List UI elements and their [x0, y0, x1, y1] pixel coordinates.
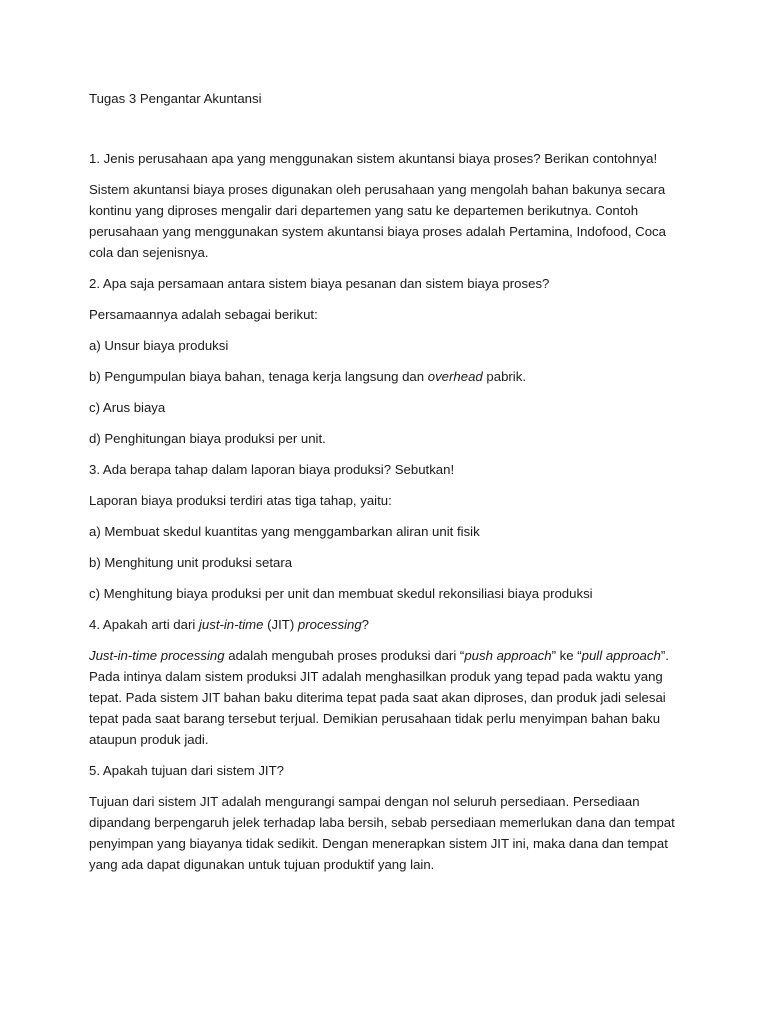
question-2: 2. Apa saja persamaan antara sistem biaya pesanan dan sistem biaya proses?	[89, 276, 550, 291]
answer-4-text-2: ” ke “	[551, 648, 582, 663]
question-4	[89, 614, 689, 635]
answer-4-text-3: ”. Pada intinya dalam sistem produksi JIT adalah menghasilkan produk yang tepad pada waktu yang tepat. Pada sistem JIT bahan baku diterima tepat pada saat akan diproses, dan produk jadi selesai tepat pada saat barang tersebut terjual. Demikian perusahaan tidak perlu menyimpan bahan baku ataupun produk jadi.	[89, 648, 669, 747]
answer-2-item-c: c) Arus biaya	[89, 400, 166, 415]
answer-5: Tujuan dari sistem JIT adalah mengurangi sampai dengan nol seluruh persediaan. Persediaan dipandang berpengaruh jelek terhadap laba bersih, sebab persediaan memerlukan dana dan tempat penyimpan yang biayanya tidak sedikit. Dengan menerapkan sistem JIT ini, maka dana dan tempat yang ada dapat digunakan untuk tujuan produktif yang lain.	[89, 794, 675, 872]
document-body	[89, 88, 689, 885]
answer-1: Sistem akuntansi biaya proses digunakan oleh perusahaan yang mengolah bahan bakunya secara kontinu yang diproses mengalir dari departemen yang satu ke departemen berikutnya. Contoh perusahaan yang menggunakan system akuntansi biaya proses adalah Pertamina, Indofood, Coca cola dan sejenisnya.	[89, 182, 666, 260]
document-title: Tugas 3 Pengantar Akuntansi	[89, 91, 262, 106]
answer-3-item-c: c) Menghitung biaya produksi per unit dan membuat skedul rekonsiliasi biaya produksi	[89, 586, 593, 601]
answer-2-item-b-italic: overhead	[427, 369, 483, 384]
answer-4-italic-1: Just-in-time processing	[89, 648, 225, 663]
question-5: 5. Apakah tujuan dari sistem JIT?	[89, 763, 284, 778]
question-1: 1. Jenis perusahaan apa yang menggunakan sistem akuntansi biaya proses? Berikan contohnya!	[89, 151, 658, 166]
answer-3-intro: Laporan biaya produksi terdiri atas tiga tahap, yaitu:	[89, 493, 392, 508]
answer-4-italic-2: push approach	[464, 648, 552, 663]
question-4-mid: (JIT)	[263, 617, 298, 632]
answer-4-text-1: adalah mengubah proses produksi dari “	[224, 648, 465, 663]
answer-2-item-a: a) Unsur biaya produksi	[89, 338, 229, 353]
question-3: 3. Ada berapa tahap dalam laporan biaya produksi? Sebutkan!	[89, 462, 455, 477]
question-4-italic-1: just-in-time	[198, 617, 264, 632]
answer-2-intro: Persamaannya adalah sebagai berikut:	[89, 307, 318, 322]
answer-3-item-b: b) Menghitung unit produksi setara	[89, 555, 293, 570]
question-4-italic-2: processing	[297, 617, 362, 632]
answer-2-item-b-tail: pabrik.	[482, 369, 526, 384]
answer-4-italic-3: pull approach	[581, 648, 661, 663]
answer-3-item-a: a) Membuat skedul kuantitas yang menggambarkan aliran unit fisik	[89, 524, 480, 539]
question-4-text: 4. Apakah arti dari	[89, 617, 199, 632]
answer-2-item-d: d) Penghitungan biaya produksi per unit.	[89, 431, 326, 446]
question-4-tail: ?	[361, 617, 370, 632]
answer-2-item-b-text: b) Pengumpulan biaya bahan, tenaga kerja langsung dan	[89, 369, 428, 384]
answer-4	[89, 645, 689, 750]
answer-2-item-b	[89, 366, 689, 387]
